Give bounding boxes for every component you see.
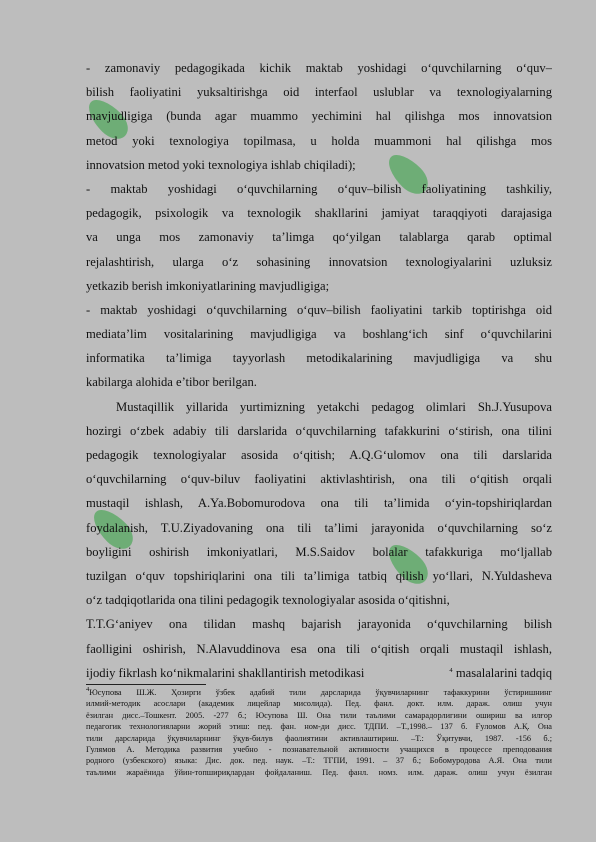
text-line-with-footnote [86,661,552,685]
text-line: yetkazib berish imkoniyatlarining mavjudligiga; [86,278,330,293]
text-line: rejalashtirish, ularga o‘z sohasining innovatsion texnologiyalarini uzluksiz [86,254,552,269]
text-line: pedagogik texnologiyalar asosida o‘qitish; A.Q.G‘ulomov ona tili darslarida [86,448,552,462]
text-line: innovatsion metod yoki texnologiya ishlab chiqiladi); [86,157,356,172]
footnote-line: ёзилган дисс.–Тошкент. 2005. -277 б.; Юсупова Ш. Она тили таълими самарадорлигини ошириш ва илғор [86,710,552,720]
text-line: - maktab yoshidagi o‘quvchilarning o‘quv–bilish faoliyatini tarkib toptirishga oid [86,302,552,317]
text-line: foydalanish, T.U.Ziyadovaning ona tili ta’limi jarayonida o‘quvchilarning so‘z [86,520,552,535]
text-line: informatika ta’limiga tayyorlash metodikalarining mavjudligiga va shu [86,351,552,366]
text-line: pedagogik, psixologik va texnologik shakllarini jamiyat taraqqiyoti darajasiga [86,206,552,221]
text-line: boyligini oshirish imkoniyatlari, M.S.Saidov bolalar tafakkuriga mo‘ljallab [86,544,552,559]
text-line: mustaqil ishlash, A.Ya.Bobomurodova ona tili ta’limida o‘yin-topshiriqlardan [86,496,552,511]
text-line: faolligini oshirish, N.Alavuddinova esa ona tili o‘qitish orqali mustaqil ishlash, [86,641,552,656]
footnote-reference[interactable]: $^4$ masalalarini tadqiq [449,665,552,680]
body-text [86,56,552,685]
footnote-line: педагогик технологияларни жорий этиш: пед. фан. ном-ди дисс. ТДПИ. –Т.,1998.– 137 б. Ғуломов А.Қ. Она [86,722,552,732]
text-line: va unga mos zamonaviy ta’limga qo‘yilgan talablarga qarab optimal [86,230,552,245]
text-line: - maktab yoshidagi o‘quvchilarning o‘quv–bilish faoliyatining tashkiliy, [86,181,552,196]
text-line: bilish faoliyatini yuksaltirishga oid interfaol uslublar va texnologiyalarning [86,85,552,100]
footnote-line: таълими жараёнида ўйин-топшириқлардан фойдаланиш. Пед. фанл. номз. илм. дараж. олиш учун ёзилган [86,767,552,777]
footnote [86,687,552,778]
text-line: metod yoki texnologiya topilmasa, u holda muammoni hal qilishga mos [86,133,552,148]
text-line: T.T.G‘aniyev ona tilidan mashq bajarish jarayonida o‘quvchilarning bilish [86,617,552,632]
text-line: Mustaqillik yillarida yurtimizning yetakchi pedagog olimlari Sh.J.Yusupova [116,399,552,414]
text-line: o‘quvchilarning o‘quv-biluv faoliyatini aktivlashtirish, ona tili o‘qitish orqali [86,472,552,487]
footnote-line: $^4$Юсупова Ш.Ж. Ҳозирги ўзбек адабий тили дарсларида ўқувчиларнинг тафаккурини ўстиришнинг [86,687,552,697]
text-line: o‘z tadqiqotlarida ona tilini pedagogik texnologiyalar asosida o‘qitishni, [86,593,450,608]
text-line: - zamonaviy pedagogikada kichik maktab yoshidagi o‘quvchilarning o‘quv– [86,61,552,75]
text-segment: ijodiy fikrlash ko‘nikmalarini shakllantirish metodikasi [86,665,365,680]
footnote-separator [86,684,206,685]
text-line: tuzilgan o‘quv topshiriqlarini ona tili ta’limiga tatbiq qilish yo‘llari, N.Yuldasheva [86,568,552,583]
footnote-marker: 4 [86,687,90,694]
text-line: mediata’lim vositalarining mavjudligiga va boshlang‘ich sinf o‘quvchilarini [86,327,552,342]
text-line: mavjudligiga (bunda agar muammo yechimini hal qilishga mos innovatsion [86,109,552,124]
footnote-line: тили дарсларида ўқувчиларнинг ўқув-билув фаолиятини активлаштириш. –Т.: Ўқитувчи, 1987. -156 б.; [86,733,552,743]
footnote-line: Гулямов А. Методика развития учебно - познавательной активности учащихся в процессе преподования [86,744,552,754]
footnote-line: илмий-методик асослари (академик лицейлар мисолида). Пед. фанл. докт. илм. дараж. олиш учун [86,699,552,709]
text-line: kabilarga alohida e’tibor berilgan. [86,375,257,390]
footnote-line: родного (узбекского) языка: Дис. док. пед. наук. –Т.: ТГПИ, 1991. – 37 б.; Бобомуродова А.Я. Она тили [86,756,552,766]
text-line: hozirgi o‘zbek adabiy tili darslarida o‘quvchilarning tafakkurini o‘stirish, ona tilini [86,423,552,438]
